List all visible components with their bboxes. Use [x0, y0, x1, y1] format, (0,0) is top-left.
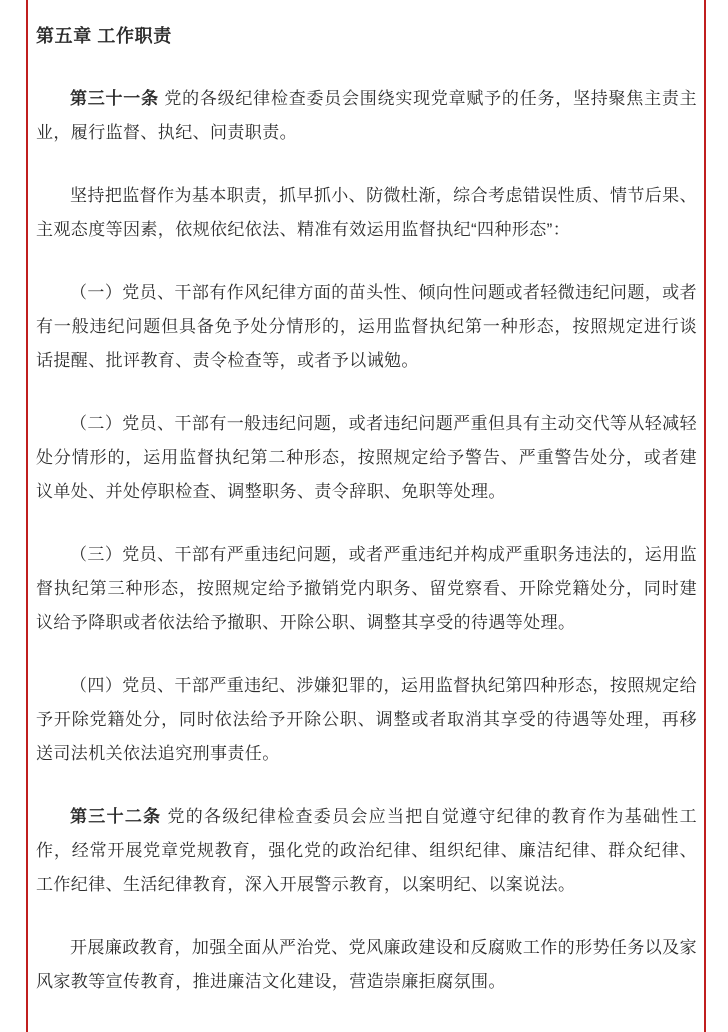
chapter-title: 第五章 工作职责 — [36, 26, 172, 46]
paragraph-form-two — [36, 407, 697, 509]
paragraph-text: 党的各级纪律检查委员会应当把自觉遵守纪律的教育作为基础性工作，经常开展党章党规教育，强化党的政治纪律、组织纪律、廉洁纪律、群众纪律、工作纪律、生活纪律教育，深入开展警示教育，以案明纪、以案说法。 — [36, 807, 697, 894]
paragraph-integrity-education — [36, 931, 697, 999]
paragraph-supervision-principle — [36, 179, 697, 247]
paragraph-article-31 — [36, 82, 697, 150]
paragraph-text: （一）党员、干部有作风纪律方面的苗头性、倾向性问题或者轻微违纪问题，或者有一般违纪问题但具备免予处分情形的，运用监督执纪第一种形态，按照规定进行谈话提醒、批评教育、责令检查等，或者予以诫勉。 — [36, 283, 697, 370]
article-number-label: 第三十一条 — [70, 89, 159, 108]
paragraph-article-32 — [36, 800, 697, 902]
paragraph-form-one — [36, 276, 697, 378]
article-number-label: 第三十二条 — [70, 807, 162, 826]
paragraph-text: （四）党员、干部严重违纪、涉嫌犯罪的，运用监督执纪第四种形态，按照规定给予开除党籍处分，同时依法给予开除公职、调整或者取消其享受的待遇等处理，再移送司法机关依法追究刑事责任。 — [36, 676, 697, 763]
paragraph-form-three — [36, 538, 697, 640]
paragraph-text: 党的各级纪律检查委员会围绕实现党章赋予的任务，坚持聚焦主责主业，履行监督、执纪、问责职责。 — [36, 89, 698, 142]
paragraph-form-four — [36, 669, 697, 771]
paragraph-text: （三）党员、干部有严重违纪问题，或者严重违纪并构成严重职务违法的，运用监督执纪第三种形态，按照规定给予撤销党内职务、留党察看、开除党籍处分，同时建议给予降职或者依法给予撤职、开除公职、调整其享受的待遇等处理。 — [36, 545, 697, 632]
paragraph-text: 坚持把监督作为基本职责，抓早抓小、防微杜渐，综合考虑错误性质、情节后果、主观态度等因素，依规依纪依法、精准有效运用监督执纪“四种形态”： — [36, 186, 697, 239]
article-border-frame — [26, 0, 706, 1032]
paragraph-text: （二）党员、干部有一般违纪问题，或者违纪问题严重但具有主动交代等从轻减轻处分情形的，运用监督执纪第二种形态，按照规定给予警告、严重警告处分，或者建议单处、并处停职检查、调整职务、责令辞职、免职等处理。 — [36, 414, 697, 501]
paragraph-text: 开展廉政教育，加强全面从严治党、党风廉政建设和反腐败工作的形势任务以及家风家教等宣传教育，推进廉洁文化建设，营造崇廉拒腐氛围。 — [36, 938, 697, 991]
